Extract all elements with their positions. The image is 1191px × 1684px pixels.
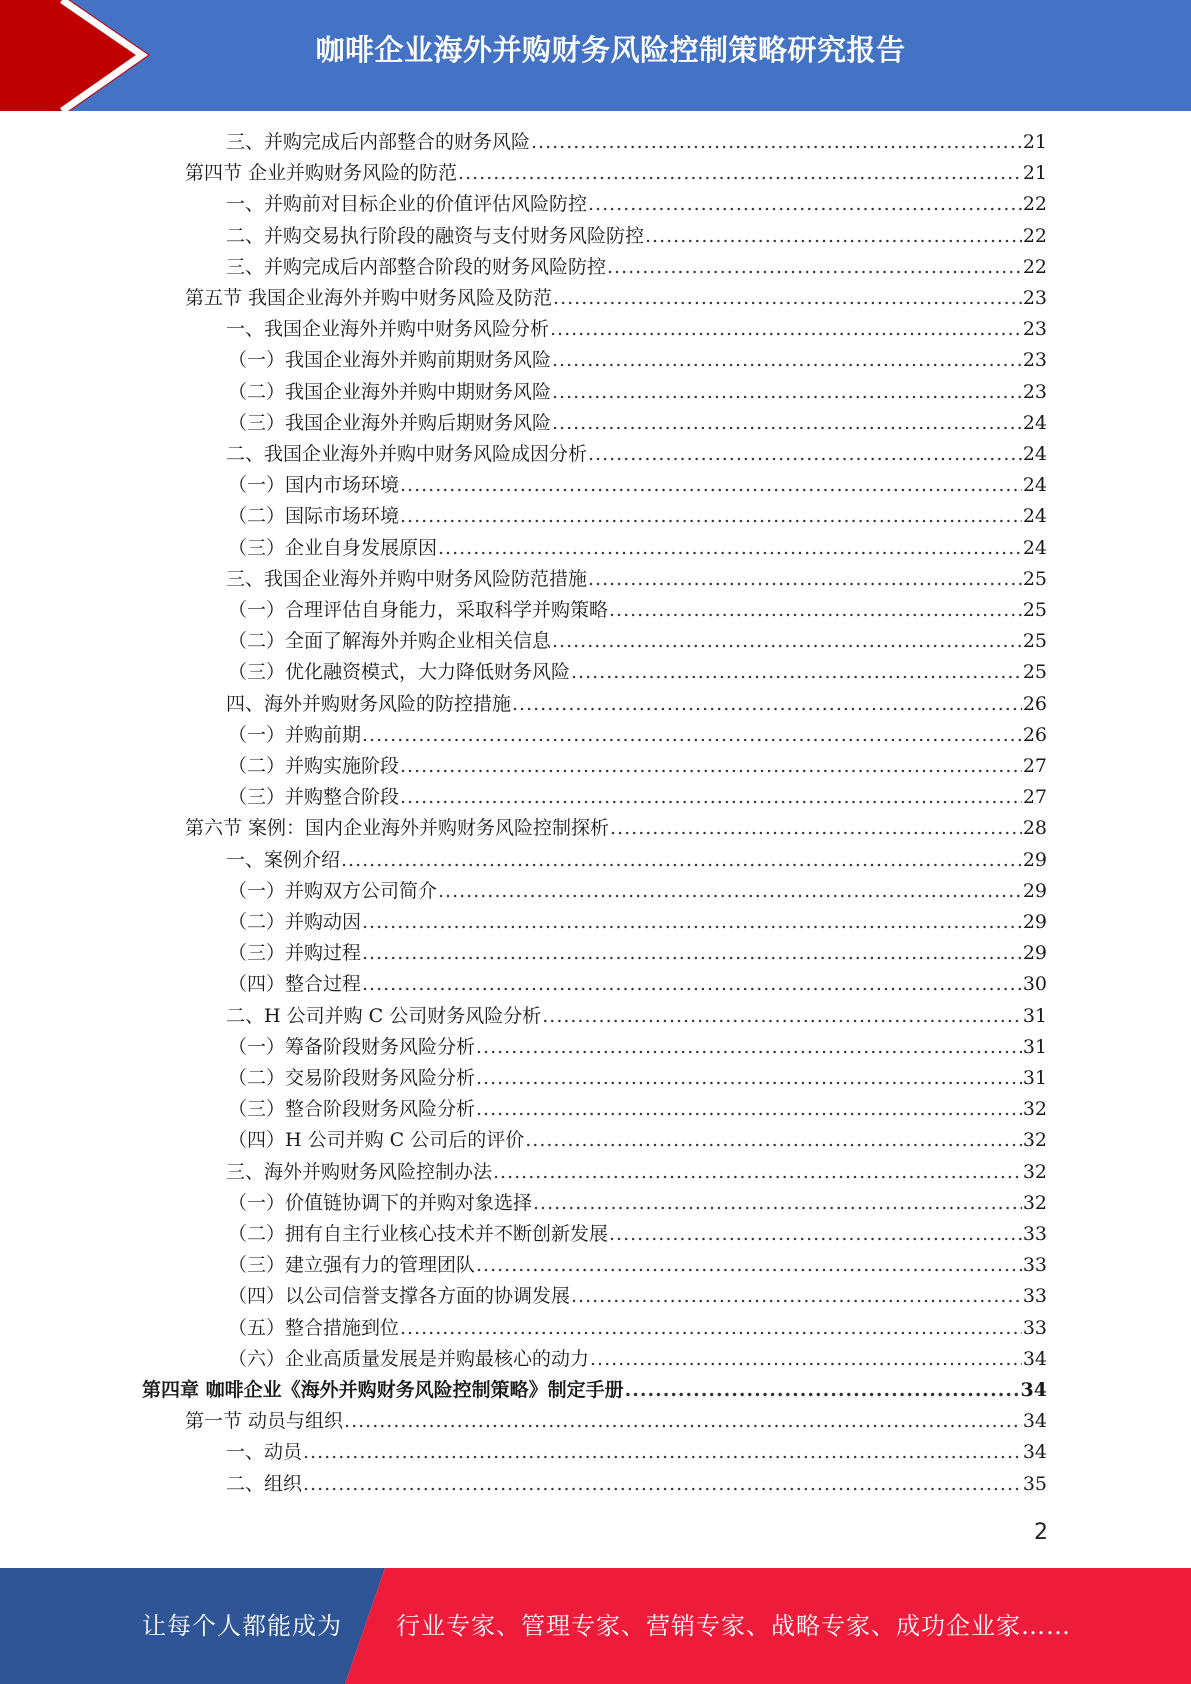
toc-dot-leader: [512, 689, 1022, 720]
toc-entry-page: 26: [1022, 723, 1047, 746]
toc-entry-title: 二、并购交易执行阶段的融资与支付财务风险防控: [226, 224, 645, 247]
toc-entry-page: 26: [1022, 692, 1047, 715]
toc-dot-leader: [341, 845, 1022, 876]
toc-entry-page: 22: [1022, 255, 1047, 278]
toc-dot-leader: [552, 408, 1022, 439]
toc-dot-leader: [400, 1313, 1022, 1344]
toc-entry-title: （五）整合措施到位: [228, 1316, 400, 1339]
toc-entry-page: 27: [1022, 755, 1047, 777]
toc-dot-leader: [552, 377, 1022, 408]
toc-entry[interactable]: [226, 845, 1047, 876]
toc-entry[interactable]: [185, 1406, 1047, 1437]
toc-entry[interactable]: [228, 408, 1047, 439]
toc-entry-title: 三、并购完成后内部整合阶段的财务风险防控: [226, 255, 607, 278]
toc-entry-title: （二）交易阶段财务风险分析: [228, 1067, 476, 1089]
toc-entry-page: 24: [1022, 505, 1047, 528]
toc-entry-title: （三）并购整合阶段: [228, 786, 400, 809]
toc-entry-title: 三、并购完成后内部整合的财务风险: [226, 131, 531, 153]
toc-entry[interactable]: [228, 595, 1047, 626]
toc-entry-title: （三）企业自身发展原因: [228, 536, 438, 559]
toc-entry-page: 32: [1022, 1160, 1047, 1183]
toc-entry[interactable]: [228, 1250, 1047, 1281]
toc-entry[interactable]: [142, 1375, 1047, 1406]
toc-dot-leader: [645, 221, 1022, 252]
toc-dot-leader: [303, 1469, 1022, 1500]
toc-entry-page: 22: [1022, 224, 1047, 247]
toc-entry-page: 25: [1022, 630, 1047, 653]
toc-dot-leader: [400, 501, 1022, 532]
toc-entry[interactable]: [226, 689, 1047, 720]
toc-dot-leader: [362, 907, 1022, 938]
toc-dot-leader: [362, 720, 1022, 751]
toc-entry-title: 一、并购前对目标企业的价值评估风险防控: [226, 193, 588, 216]
toc-entry-page: 33: [1022, 1316, 1047, 1339]
toc-dot-leader: [303, 1437, 1022, 1468]
toc-entry-title: （四）H 公司并购 C 公司后的评价: [228, 1129, 525, 1152]
toc-entry[interactable]: [228, 1313, 1047, 1344]
header-title: 咖啡企业海外并购财务风险控制策略研究报告: [315, 33, 906, 67]
toc-entry-title: （二）国际市场环境: [228, 505, 400, 528]
toc-entry-title: 二、H 公司并购 C 公司财务风险分析: [226, 1004, 542, 1027]
toc-entry-title: （二）我国企业海外并购中期财务风险: [228, 380, 552, 403]
toc-dot-leader: [362, 969, 1022, 1000]
page-number: 2: [1034, 1520, 1048, 1545]
toc-entry[interactable]: [226, 221, 1047, 252]
toc-entry-title: 第六节 案例：国内企业海外并购财务风险控制探析: [185, 817, 610, 840]
toc-dot-leader: [438, 876, 1022, 907]
toc-dot-leader: [553, 283, 1022, 314]
toc-entry-page: 25: [1022, 567, 1047, 590]
toc-entry[interactable]: [228, 876, 1047, 907]
toc-entry-page: 35: [1022, 1472, 1047, 1495]
toc-dot-leader: [476, 1250, 1022, 1281]
toc-entry-title: （三）并购过程: [228, 942, 362, 965]
toc-dot-leader: [610, 813, 1022, 844]
toc-dot-leader: [571, 657, 1022, 688]
toc-entry[interactable]: [226, 252, 1047, 283]
toc-dot-leader: [588, 439, 1022, 470]
toc-dot-leader: [533, 1188, 1022, 1219]
toc-entry-title: 第五节 我国企业海外并购中财务风险及防范: [185, 287, 553, 309]
toc-entry[interactable]: [185, 283, 1047, 314]
toc-entry-title: 三、我国企业海外并购中财务风险防范措施: [226, 567, 588, 590]
toc-entry-page: 29: [1022, 911, 1047, 933]
toc-entry-page: 32: [1022, 1129, 1047, 1152]
toc-entry-page: 34: [1022, 1347, 1047, 1370]
toc-dot-leader: [476, 1032, 1022, 1063]
toc-dot-leader: [458, 158, 1022, 189]
toc-entry-title: （一）价值链协调下的并购对象选择: [228, 1191, 533, 1214]
toc-entry[interactable]: [228, 1219, 1047, 1250]
toc-entry-title: 第四节 企业并购财务风险的防范: [185, 162, 458, 185]
toc-entry-title: 第一节 动员与组织: [185, 1410, 344, 1433]
toc-dot-leader: [609, 595, 1022, 626]
toc-entry-page: 29: [1022, 879, 1047, 902]
toc-entry-page: 23: [1022, 318, 1047, 341]
toc-entry-page: 29: [1022, 848, 1047, 871]
toc-entry-page: 21: [1022, 162, 1047, 185]
toc-entry[interactable]: [228, 1125, 1047, 1156]
toc-entry-page: 33: [1022, 1285, 1047, 1308]
toc-dot-leader: [400, 470, 1022, 501]
toc-entry[interactable]: [228, 345, 1047, 376]
toc-entry-title: （二）并购实施阶段: [228, 755, 400, 777]
toc-dot-leader: [607, 252, 1022, 283]
toc-entry-title: （二）拥有自主行业核心技术并不断创新发展: [228, 1223, 609, 1245]
toc-entry-page: 23: [1022, 380, 1047, 403]
toc-dot-leader: [344, 1406, 1022, 1437]
toc-entry-title: 一、我国企业海外并购中财务风险分析: [226, 318, 550, 341]
toc-entry-page: 23: [1022, 349, 1047, 372]
footer-slogan-right: 行业专家、管理专家、营销专家、战略专家、成功企业家……: [396, 1612, 1071, 1640]
toc-dot-leader: [625, 1375, 1020, 1406]
toc-entry-page: 23: [1022, 287, 1047, 309]
toc-entry[interactable]: [228, 782, 1047, 813]
toc-dot-leader: [531, 127, 1022, 158]
toc-entry[interactable]: [226, 189, 1047, 220]
toc-dot-leader: [476, 1094, 1022, 1125]
toc-dot-leader: [542, 1001, 1022, 1032]
toc-entry-title: 第四章 咖啡企业《海外并购财务风险控制策略》制定手册: [142, 1379, 624, 1401]
toc-entry[interactable]: [228, 533, 1047, 564]
toc-entry-page: 30: [1022, 973, 1047, 996]
toc-entry-title: （四）整合过程: [228, 973, 362, 996]
toc-dot-leader: [588, 189, 1022, 220]
toc-entry-page: 33: [1022, 1254, 1047, 1277]
toc-entry-page: 31: [1022, 1067, 1047, 1089]
page-header: [0, 0, 1191, 111]
toc-dot-leader: [588, 564, 1022, 595]
toc-entry[interactable]: [228, 969, 1047, 1000]
toc-dot-leader: [362, 938, 1022, 969]
toc-entry[interactable]: [228, 907, 1047, 938]
toc-entry[interactable]: [228, 1344, 1047, 1375]
toc-entry-title: （三）整合阶段财务风险分析: [228, 1098, 476, 1121]
toc-entry[interactable]: [228, 751, 1047, 782]
toc-entry-page: 24: [1022, 536, 1047, 559]
toc-entry-title: 二、组织: [226, 1472, 303, 1495]
toc-dot-leader: [400, 751, 1022, 782]
toc-entry[interactable]: [226, 1469, 1047, 1500]
toc-entry[interactable]: [228, 657, 1047, 688]
toc-entry-page: 24: [1022, 443, 1047, 465]
toc-dot-leader: [438, 533, 1022, 564]
toc-entry-title: （三）我国企业海外并购后期财务风险: [228, 411, 552, 434]
toc-entry-page: 28: [1022, 817, 1047, 840]
toc-entry-title: 一、动员: [226, 1441, 303, 1464]
toc-entry-title: 四、海外并购财务风险的防控措施: [226, 692, 512, 715]
toc-entry-title: （一）并购双方公司简介: [228, 879, 438, 902]
toc-entry[interactable]: [228, 501, 1047, 532]
toc-entry-title: 二、我国企业海外并购中财务风险成因分析: [226, 443, 588, 465]
toc-entry-page: 34: [1022, 1441, 1047, 1464]
toc-entry[interactable]: [226, 1157, 1047, 1188]
toc-entry[interactable]: [226, 564, 1047, 595]
toc-entry[interactable]: [185, 158, 1047, 189]
toc-dot-leader: [550, 314, 1022, 345]
toc-entry-title: （二）全面了解海外并购企业相关信息: [228, 630, 552, 653]
toc-entry-title: （三）建立强有力的管理团队: [228, 1254, 476, 1277]
toc-entry-page: 32: [1022, 1098, 1047, 1121]
toc-entry[interactable]: [228, 1188, 1047, 1219]
toc-entry-page: 31: [1022, 1035, 1047, 1058]
toc-entry-title: 一、案例介绍: [226, 848, 341, 871]
toc-entry[interactable]: [185, 813, 1047, 844]
toc-entry-title: （二）并购动因: [228, 911, 362, 933]
toc-entry[interactable]: [228, 938, 1047, 969]
toc-entry-title: （三）优化融资模式，大力降低财务风险: [228, 661, 571, 684]
toc-entry[interactable]: [228, 1094, 1047, 1125]
footer-slogan-left: 让每个人都能成为: [142, 1612, 342, 1640]
toc-entry-page: 25: [1022, 661, 1047, 684]
toc-entry-page: 24: [1022, 411, 1047, 434]
toc-entry-page: 34: [1022, 1410, 1047, 1433]
toc-entry-title: （四）以公司信誉支撑各方面的协调发展: [228, 1285, 571, 1308]
toc-entry[interactable]: [226, 1001, 1047, 1032]
toc-entry-page: 31: [1022, 1004, 1047, 1027]
toc-dot-leader: [552, 626, 1022, 657]
toc-entry-page: 25: [1022, 599, 1047, 621]
toc-entry[interactable]: [228, 1063, 1047, 1094]
toc-entry-page: 22: [1022, 193, 1047, 216]
toc-entry-page: 27: [1022, 786, 1047, 809]
toc-dot-leader: [525, 1125, 1022, 1156]
toc-dot-leader: [571, 1281, 1022, 1312]
toc-entry[interactable]: [228, 626, 1047, 657]
toc-entry-page: 33: [1022, 1223, 1047, 1245]
toc-entry-page: 34: [1020, 1379, 1047, 1401]
toc-entry[interactable]: [226, 314, 1047, 345]
toc-entry[interactable]: [226, 1437, 1047, 1468]
toc-entry-title: （一）我国企业海外并购前期财务风险: [228, 349, 552, 372]
toc-entry[interactable]: [228, 720, 1047, 751]
toc-entry-title: 三、海外并购财务风险控制办法: [226, 1160, 493, 1183]
page-footer: [0, 1568, 1191, 1684]
toc-entry[interactable]: [228, 1032, 1047, 1063]
toc-entry[interactable]: [228, 1281, 1047, 1312]
toc-dot-leader: [590, 1344, 1022, 1375]
toc-entry-title: （一）并购前期: [228, 723, 362, 746]
toc-entry-title: （六）企业高质量发展是并购最核心的动力: [228, 1347, 590, 1370]
toc-entry-page: 21: [1022, 131, 1047, 153]
toc-dot-leader: [476, 1063, 1022, 1094]
toc-entry-title: （一）合理评估自身能力，采取科学并购策略: [228, 599, 609, 621]
toc-entry-title: （一）国内市场环境: [228, 474, 400, 497]
toc-entry[interactable]: [226, 439, 1047, 470]
toc-entry-page: 29: [1022, 942, 1047, 965]
toc-entry-page: 32: [1022, 1191, 1047, 1214]
toc-entry-title: （一）筹备阶段财务风险分析: [228, 1035, 476, 1058]
toc-dot-leader: [609, 1219, 1022, 1250]
toc-entry-page: 24: [1022, 474, 1047, 497]
toc-entry[interactable]: [226, 127, 1047, 158]
toc-dot-leader: [493, 1157, 1022, 1188]
toc-entry[interactable]: [228, 377, 1047, 408]
toc-dot-leader: [400, 782, 1022, 813]
toc-entry[interactable]: [228, 470, 1047, 501]
toc-dot-leader: [552, 345, 1022, 376]
